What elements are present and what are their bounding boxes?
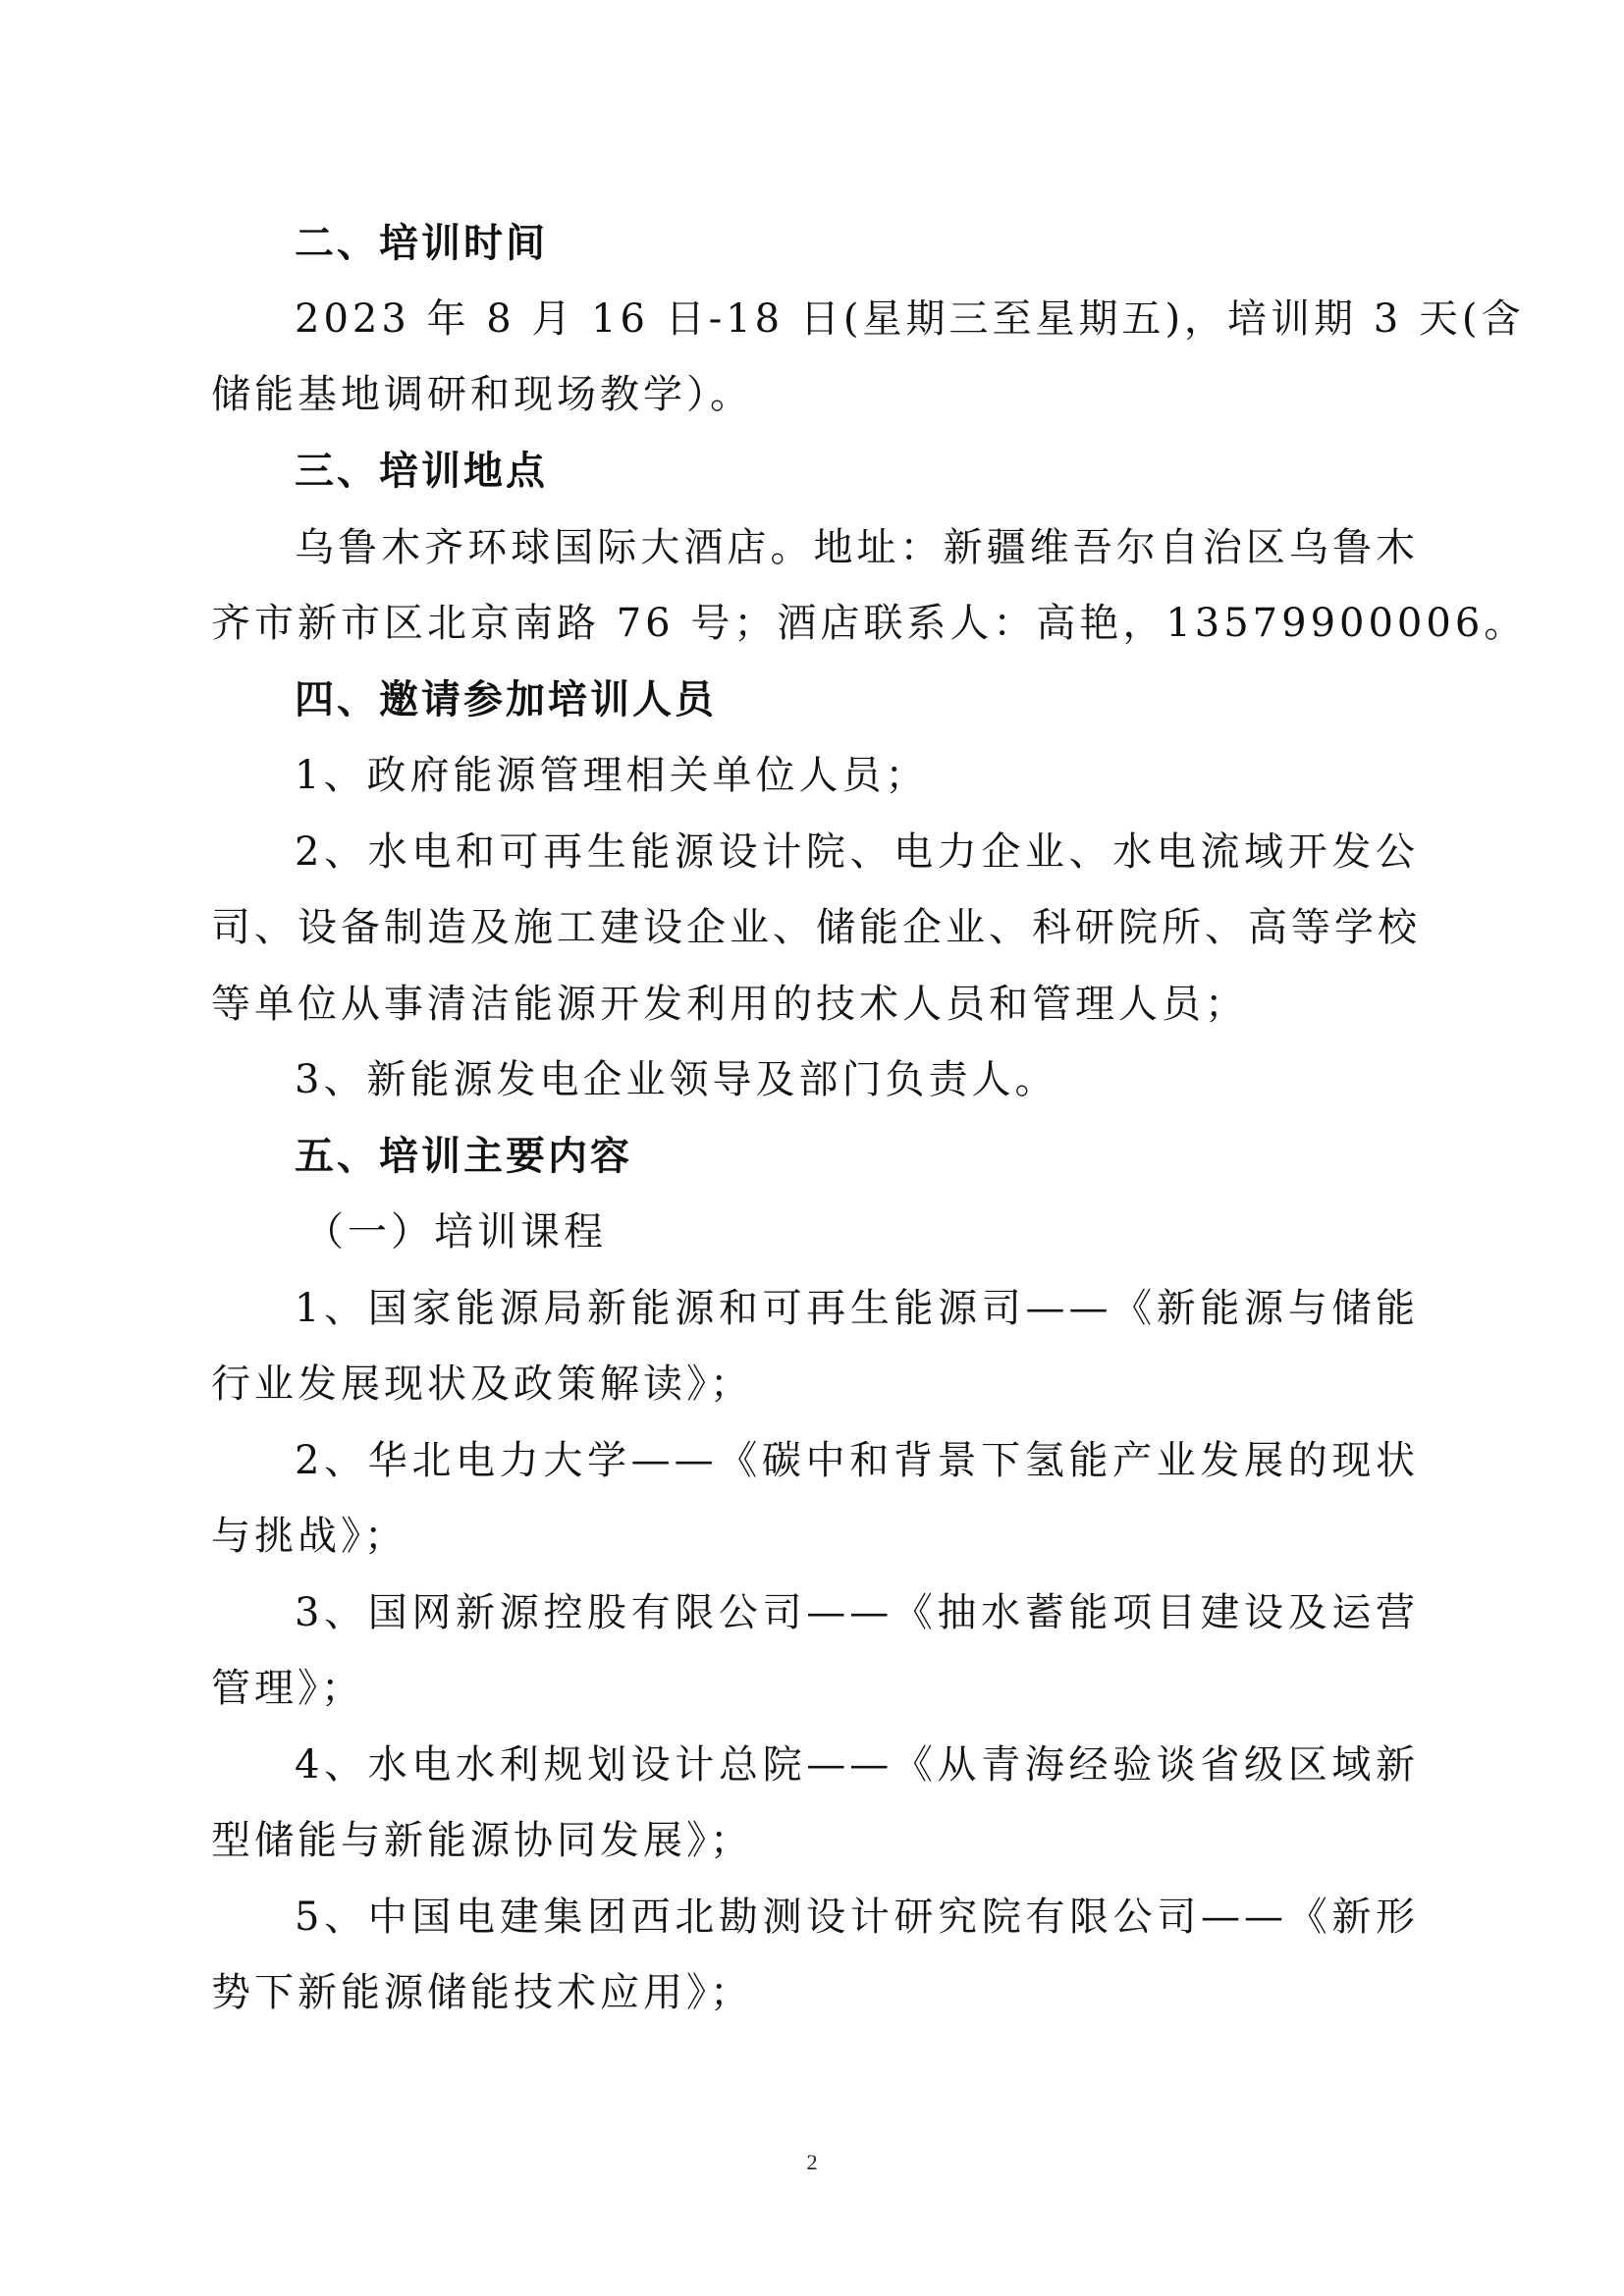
- list-item-continuation: 等单位从事清洁能源开发利用的技术人员和管理人员；: [211, 982, 1248, 1027]
- list-item: 5、中国电建集团西北勘测设计研究院有限公司——《新形: [295, 1895, 1419, 1940]
- paragraph-line: 乌鲁木齐环球国际大酒店。地址：新疆维吾尔自治区乌鲁木: [295, 525, 1419, 570]
- list-item: 2、华北电力大学——《碳中和背景下氢能产业发展的现状: [295, 1438, 1419, 1483]
- list-item: 3、新能源发电企业领导及部门负责人。: [295, 1057, 1058, 1102]
- section-heading-training-place: 三、培训地点: [295, 449, 548, 494]
- section-heading-training-time: 二、培训时间: [295, 221, 548, 266]
- list-item-continuation: 与挑战》；: [211, 1514, 407, 1559]
- paragraph-line: 齐市新市区北京南路 76 号；酒店联系人：高艳，13579900006。: [211, 601, 1528, 646]
- list-item-continuation: 型储能与新能源协同发展》；: [211, 1818, 753, 1863]
- page-number: 2: [806, 2150, 818, 2174]
- list-item: 1、国家能源局新能源和可再生能源司——《新能源与储能: [295, 1286, 1419, 1331]
- list-item: 1、政府能源管理相关单位人员；: [295, 753, 929, 798]
- subheading-courses: （一）培训课程: [304, 1209, 607, 1255]
- list-item-continuation: 势下新能源储能技术应用》；: [211, 1970, 753, 2015]
- paragraph-line: 储能基地调研和现场教学）。: [211, 372, 753, 417]
- list-item-continuation: 司、设备制造及施工建设企业、储能企业、科研院所、高等学校: [211, 905, 1421, 950]
- section-heading-invitees: 四、邀请参加培训人员: [295, 677, 717, 722]
- section-heading-main-content: 五、培训主要内容: [295, 1134, 632, 1179]
- list-item: 3、国网新源控股有限公司——《抽水蓄能项目建设及运营: [295, 1590, 1419, 1635]
- paragraph-line: 2023 年 8 月 16 日-18 日(星期三至星期五)，培训期 3 天(含: [295, 296, 1525, 342]
- list-item: 4、水电水利规划设计总院——《从青海经验谈省级区域新: [295, 1742, 1419, 1788]
- list-item-continuation: 管理》；: [211, 1666, 364, 1711]
- list-item-continuation: 行业发展现状及政策解读》；: [211, 1362, 753, 1407]
- list-item: 2、水电和可再生能源设计院、电力企业、水电流域开发公: [295, 829, 1419, 875]
